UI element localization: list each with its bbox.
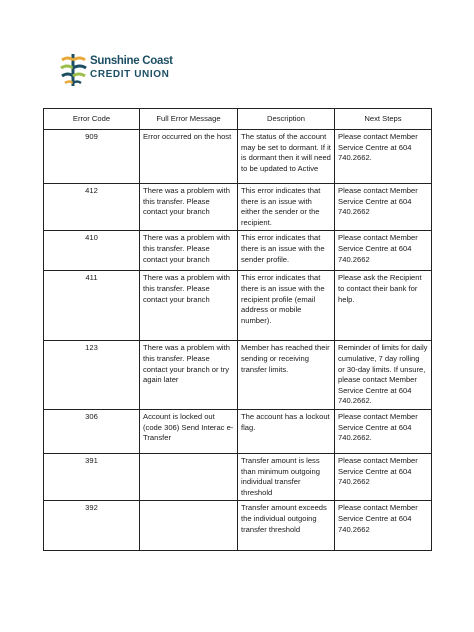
error-code-cell: 410 <box>44 231 140 271</box>
table-row <box>44 231 432 271</box>
next-steps-cell: Please contact Member Service Centre at 604 740.2662. <box>335 409 432 453</box>
next-steps-cell: Please contact Member Service Centre at 604 740.2662. <box>335 130 432 184</box>
error-code-cell: 391 <box>44 453 140 500</box>
error-code-cell: 306 <box>44 409 140 453</box>
next-steps-cell: Please contact Member Service Centre at 604 740.2662 <box>335 501 432 551</box>
table-row <box>44 409 432 453</box>
header-full-error-message: Full Error Message <box>140 109 238 130</box>
error-message-cell: There was a problem with this transfer. Please contact your branch <box>140 184 238 231</box>
description-cell: Transfer amount is less than minimum outgoing individual transfer threshold <box>238 453 335 500</box>
error-code-cell: 411 <box>44 271 140 341</box>
description-cell: Member has reached their sending or receiving transfer limits. <box>238 341 335 410</box>
error-code-cell: 909 <box>44 130 140 184</box>
error-message-cell: Error occurred on the host <box>140 130 238 184</box>
description-cell: This error indicates that there is an issue with the recipient profile (email address or mobile number). <box>238 271 335 341</box>
error-message-cell: Account is locked out (code 306) Send Interac e-Transfer <box>140 409 238 453</box>
table-row <box>44 130 432 184</box>
next-steps-cell: Reminder of limits for daily cumulative, 7 day rolling or 30-day limits. If unsure, please contact Member Service Centre at 604 740.2662. <box>335 341 432 410</box>
table-header-row <box>44 109 432 130</box>
next-steps-cell: Please ask the Recipient to contact their bank for help. <box>335 271 432 341</box>
table-row <box>44 501 432 551</box>
description-cell: The account has a lockout flag. <box>238 409 335 453</box>
table-row <box>44 341 432 410</box>
description-cell: Transfer amount exceeds the individual outgoing transfer threshold <box>238 501 335 551</box>
next-steps-cell: Please contact Member Service Centre at 604 740.2662 <box>335 453 432 500</box>
description-cell: This error indicates that there is an issue with either the sender or the recipient. <box>238 184 335 231</box>
error-message-cell: There was a problem with this transfer. Please contact your branch <box>140 271 238 341</box>
logo-name: Sunshine Coast <box>90 55 173 67</box>
header-error-code: Error Code <box>44 109 140 130</box>
sunshine-logo-icon <box>58 52 88 88</box>
next-steps-cell: Please contact Member Service Centre at 604 740.2662 <box>335 231 432 271</box>
description-cell: This error indicates that there is an issue with the sender profile. <box>238 231 335 271</box>
error-message-cell: There was a problem with this transfer. Please contact your branch <box>140 231 238 271</box>
description-cell: The status of the account may be set to dormant. If it is dormant then it will need to be updated to Active <box>238 130 335 184</box>
logo-subtitle: CREDIT UNION <box>90 69 170 80</box>
error-code-cell: 123 <box>44 341 140 410</box>
table-row <box>44 271 432 341</box>
error-message-cell <box>140 453 238 500</box>
error-message-cell <box>140 501 238 551</box>
error-code-cell: 392 <box>44 501 140 551</box>
error-code-cell: 412 <box>44 184 140 231</box>
table-row <box>44 453 432 500</box>
header-description: Description <box>238 109 335 130</box>
next-steps-cell: Please contact Member Service Centre at 604 740.2662 <box>335 184 432 231</box>
error-message-cell: There was a problem with this transfer. Please contact your branch or try again later <box>140 341 238 410</box>
credit-union-logo <box>58 52 173 90</box>
header-next-steps: Next Steps <box>335 109 432 130</box>
table-row <box>44 184 432 231</box>
error-codes-table <box>43 108 432 551</box>
